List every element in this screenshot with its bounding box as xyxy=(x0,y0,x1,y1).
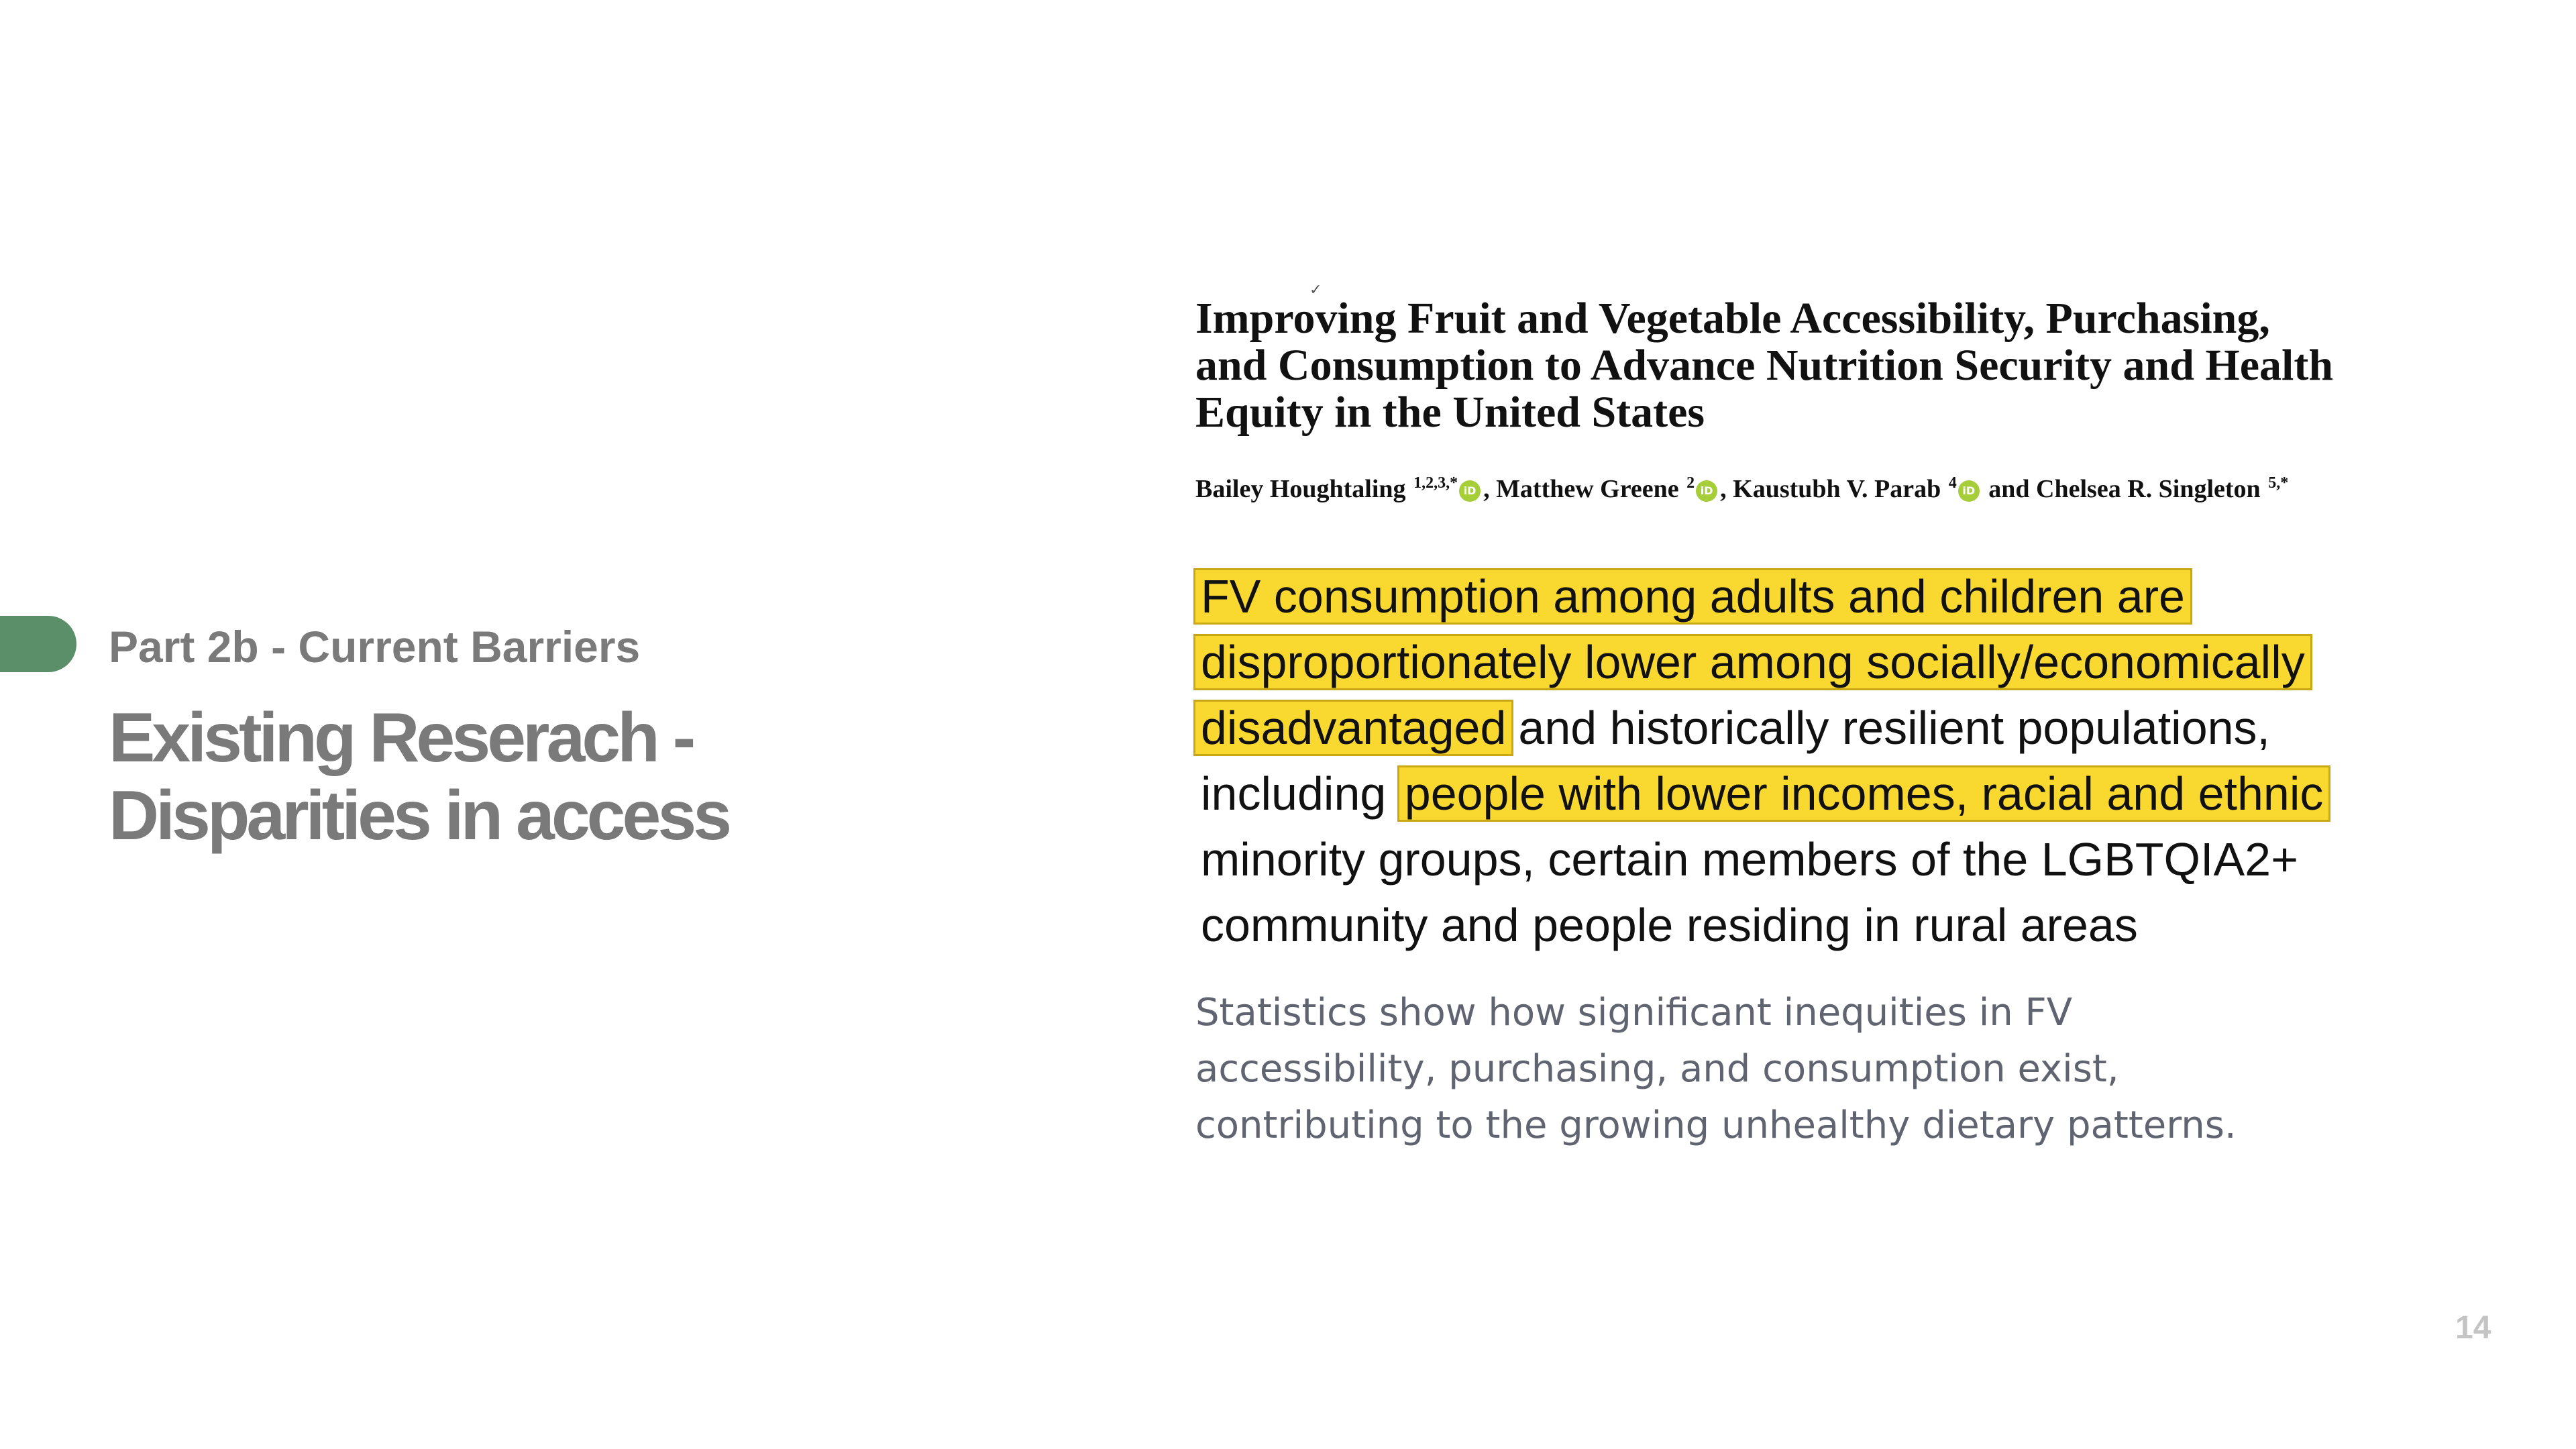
quote-line: community and people residing in rural areas xyxy=(1201,899,2138,951)
author-separator: , xyxy=(1483,475,1497,503)
author-name: Chelsea R. Singleton xyxy=(2036,475,2261,503)
summary-line: contributing to the growing unhealthy dietary patterns. xyxy=(1195,1104,2237,1147)
orcid-icon[interactable]: iD xyxy=(1958,480,1980,502)
paper-title-line: Improving Fruit and Vegetable Accessibility, Purchasing, xyxy=(1195,294,2270,343)
quote-line xyxy=(1201,695,2462,761)
author-separator: and xyxy=(1988,475,2037,503)
author-affiliation: 4 xyxy=(1948,474,1957,492)
quote-text: including xyxy=(1201,767,1387,820)
quote-line xyxy=(1201,564,2462,629)
quote-line xyxy=(1201,629,2462,695)
orcid-icon[interactable]: iD xyxy=(1459,480,1481,502)
slide-title-line: Existing Reserach - xyxy=(109,699,693,777)
author-affiliation: 2 xyxy=(1686,474,1695,492)
author-name: Kaustubh V. Parab xyxy=(1733,475,1941,503)
section-accent-pill xyxy=(0,616,76,672)
quote-line xyxy=(1201,761,2462,826)
summary-line: accessibility, purchasing, and consumption exist, xyxy=(1195,1047,2119,1091)
paper-title xyxy=(1195,295,2457,436)
summary-line: Statistics show how significant inequities in FV xyxy=(1195,991,2073,1034)
section-label: Part 2b - Current Barriers xyxy=(109,622,641,672)
paper-title-line: Equity in the United States xyxy=(1195,388,1705,437)
orcid-icon[interactable]: iD xyxy=(1696,480,1717,502)
slide-title xyxy=(109,699,981,855)
quote-highlight: people with lower incomes, racial and ethnic xyxy=(1399,767,2329,820)
summary-text xyxy=(1195,985,2269,1154)
author-affiliation: 5,* xyxy=(2268,474,2289,492)
paper-authors xyxy=(1195,467,2290,505)
quote-highlight: disproportionately lower among socially/economically xyxy=(1195,636,2310,688)
author-name: Matthew Greene xyxy=(1496,475,1679,503)
quote-line: minority groups, certain members of the LGBTQIA2+ xyxy=(1201,833,2298,885)
highlighted-quote xyxy=(1201,564,2462,958)
paper-check-mark: ✓ xyxy=(1309,282,1322,299)
quote-highlight: FV consumption among adults and children are xyxy=(1195,570,2190,623)
quote-highlight: disadvantaged xyxy=(1195,702,1511,754)
page-number: 14 xyxy=(2455,1310,2491,1346)
author-name: Bailey Houghtaling xyxy=(1195,475,1406,503)
author-affiliation: 1,2,3,* xyxy=(1413,474,1458,492)
author-separator: , xyxy=(1720,475,1733,503)
slide-title-line: Disparities in access xyxy=(109,777,729,855)
quote-text: and historically resilient populations, xyxy=(1518,702,2271,754)
paper-title-line: and Consumption to Advance Nutrition Security and Health xyxy=(1195,341,2334,390)
